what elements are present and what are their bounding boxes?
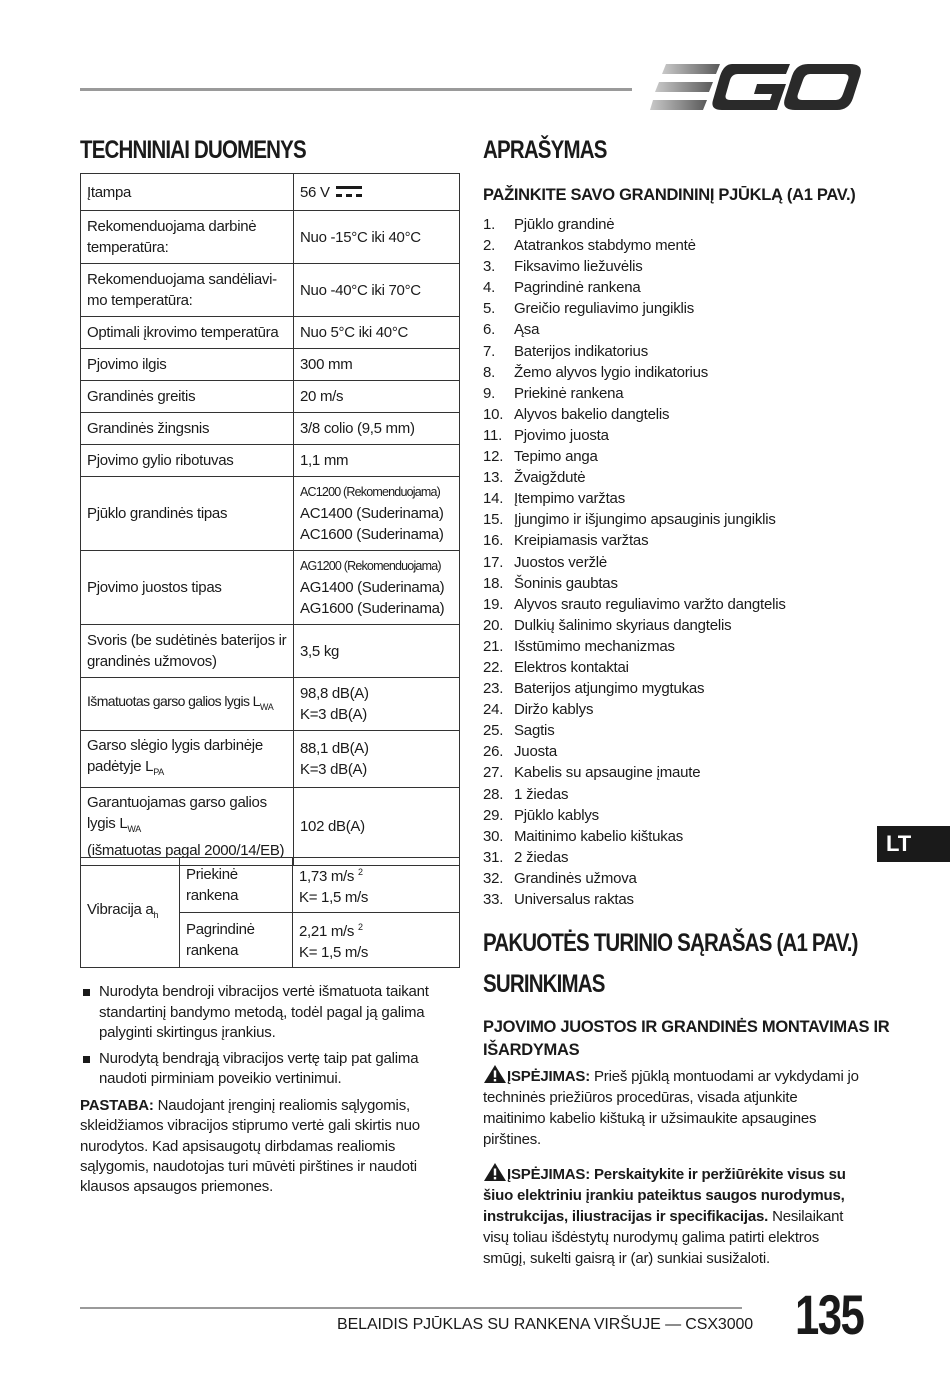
- list-item: [483, 341, 883, 362]
- list-item-number: 25.: [483, 722, 504, 740]
- list-item-label: Elektros kontaktai: [514, 658, 629, 676]
- list-item-number: 22.: [483, 658, 504, 676]
- list-item-label: Alyvos bakelio dangtelis: [514, 405, 670, 423]
- list-item: [483, 615, 883, 636]
- list-item: [483, 509, 883, 530]
- table-row: Svoris (be sudėtinės baterijos ir grandinės užmovos) 3,5 kg: [81, 625, 460, 678]
- list-item-label: Išstūmimo mechanizmas: [514, 637, 675, 655]
- list-item-label: Pjovimo juosta: [514, 426, 609, 444]
- assembly-subheading: PJOVIMO JUOSTOS IR GRANDINĖS MONTAVIMAS IR IŠARDYMAS: [483, 1018, 890, 1059]
- warning-paragraph-2: ĮSPĖJIMAS: Perskaitykite ir peržiūrėkite visus su šiuo elektriniu įrankiu pateiktus saugos nurodymus, instrukcijas, iliustracijas ir specifikacijas. Nesilaikant visų toliau išdėstytų nurodymų galima patirti elektros smūgį, sukelti gaisrą ir (ar) sunkiai susižaloti.: [483, 1162, 863, 1269]
- list-item-number: 17.: [483, 553, 504, 571]
- list-item-number: 26.: [483, 743, 504, 761]
- assembly-heading: SURINKIMAS: [483, 970, 605, 998]
- list-item-label: Pjūklo grandinė: [514, 216, 615, 233]
- list-item-label: Kreipiamasis varžtas: [514, 532, 649, 550]
- list-item-label: Tepimo anga: [514, 448, 598, 466]
- list-item-number: 15.: [483, 511, 504, 529]
- footer-rule: [80, 1307, 742, 1309]
- list-item-number: 24.: [483, 701, 504, 719]
- list-item-number: 14.: [483, 490, 504, 508]
- list-item: [483, 256, 883, 277]
- table-row: Vibracija $a_h$ Priekinė rankena 1,73 m/s $^2$ K= 1,5 m/s: [81, 858, 460, 913]
- table-row: Įtampa 56 V: [81, 174, 460, 211]
- list-item: [483, 805, 883, 826]
- list-item-number: 13.: [483, 469, 504, 487]
- list-item: [483, 657, 883, 678]
- parts-list: [483, 214, 883, 910]
- list-item: [483, 573, 883, 594]
- list-item: [483, 467, 883, 488]
- list-item-label: Šoninis gaubtas: [514, 574, 618, 592]
- list-item-number: 30.: [483, 827, 504, 845]
- table-row: Grandinės žingsnis 3/8 colio (9,5 mm): [81, 413, 460, 445]
- list-item-number: 29.: [483, 806, 504, 824]
- list-item-label: Įjungimo ir išjungimo apsauginis jungiklis: [514, 511, 776, 529]
- list-item-number: 18.: [483, 574, 504, 592]
- list-item: [483, 720, 883, 741]
- list-item-number: 7.: [483, 342, 496, 360]
- list-item: [483, 826, 883, 847]
- list-item-number: 3.: [483, 258, 496, 276]
- list-item-label: Greičio reguliavimo jungiklis: [514, 300, 695, 318]
- table-row: Garantuojamas garso galios lygis $L_{WA}$ (išmatuotas pagal 2000/14/EB) 102 dB(A): [81, 788, 460, 866]
- list-item-label: Baterijos indikatorius: [514, 342, 648, 360]
- list-item: [483, 319, 883, 340]
- list-item-label: Baterijos atjungimo mygtukas: [514, 680, 705, 698]
- table-row: Garso slėgio lygis darbinėje padėtyje $L_{PA}$ 88,1 dB(A) K=3 dB(A): [81, 731, 460, 788]
- list-item-label: Sagtis: [514, 722, 555, 740]
- list-item-number: 20.: [483, 616, 504, 634]
- list-item-label: Diržo kablys: [514, 701, 594, 719]
- list-item-number: 11.: [483, 426, 503, 444]
- list-item-label: Atatrankos stabdymo mentė: [514, 237, 696, 255]
- list-item-label: Alyvos srauto reguliavimo varžto dangtelis: [514, 595, 786, 613]
- list-item-label: Dulkių šalinimo skyriaus dangtelis: [514, 616, 732, 634]
- list-item-number: 31.: [483, 848, 504, 866]
- list-item-label: Pjūklo kablys: [514, 806, 599, 824]
- list-item-number: 5.: [483, 300, 496, 318]
- list-item-label: Juostos veržlė: [514, 553, 608, 571]
- list-item-label: Žemo alyvos lygio indikatorius: [514, 363, 709, 381]
- description-heading: APRAŠYMAS: [483, 136, 607, 164]
- list-item-label: 1 žiedas: [514, 785, 569, 803]
- list-item: [483, 362, 883, 383]
- language-tab: LT: [877, 826, 950, 862]
- list-item-number: 8.: [483, 363, 496, 381]
- table-row: Pagrindinė rankena 2,21 m/s $^2$ K= 1,5 m/s: [81, 913, 460, 968]
- list-item-number: 10.: [483, 405, 504, 423]
- list-item-label: Kabelis su apsaugine įmaute: [514, 764, 701, 782]
- dc-voltage-icon: [336, 185, 362, 199]
- specs-heading: TECHNINIAI DUOMENYS: [80, 136, 306, 164]
- list-item-label: 2 žiedas: [514, 848, 569, 866]
- list-item: [483, 762, 883, 783]
- packing-heading: PAKUOTĖS TURINIO SĄRAŠAS (A1 PAV.): [483, 929, 858, 957]
- list-item-label: Juosta: [514, 743, 557, 761]
- list-item-label: Fiksavimo liežuvėlis: [514, 258, 643, 276]
- list-item-label: Grandinės užmova: [514, 869, 637, 887]
- list-item-label: Priekinė rankena: [514, 384, 624, 402]
- list-item-number: 23.: [483, 680, 504, 698]
- vibration-table: [80, 857, 460, 968]
- list-item: [483, 594, 883, 615]
- note-paragraph: PASTABA: Naudojant įrenginį realiomis sąlygomis, skleidžiamos vibracijos stiprumo vertė gali skirtis nuo nurodytos. Kad apsisaugotų dirbdamas realiomis sąlygomis, naudotojas turi mūvėti pirštines ir naudoti klausos apsaugos priemones.: [80, 1097, 420, 1196]
- list-item: [483, 214, 883, 235]
- list-item-number: 33.: [483, 891, 504, 908]
- list-item-label: Įtempimo varžtas: [514, 490, 625, 508]
- list-item: [483, 847, 883, 868]
- list-item: [483, 678, 883, 699]
- list-item: [483, 404, 883, 425]
- list-item: [483, 552, 883, 573]
- list-item-number: 4.: [483, 279, 496, 297]
- list-item: [483, 889, 883, 910]
- list-item-label: Universalus raktas: [514, 891, 634, 908]
- list-item-label: Maitinimo kabelio kištukas: [514, 827, 684, 845]
- list-item-number: 9.: [483, 384, 496, 402]
- warning-icon: [483, 1162, 507, 1182]
- page-number: 135: [795, 1283, 864, 1346]
- list-item-label: Žvaigždutė: [514, 469, 586, 487]
- table-row: Pjovimo juostos tipas AG1200 (Rekomenduojama) AG1400 (Suderinama) AG1600 (Suderinama): [81, 551, 460, 625]
- list-item: Nurodytą bendrąją vibracijos vertę taip pat galima naudoti pirminiam poveikio vertinimui.: [80, 1049, 460, 1090]
- list-item: [483, 298, 883, 319]
- table-row: Išmatuotas garso galios lygis $L_{WA}$ 98,8 dB(A) K=3 dB(A): [81, 678, 460, 731]
- list-item: [483, 868, 883, 889]
- parts-subheading: PAŽINKITE SAVO GRANDININĮ PJŪKLĄ (A1 PAV.): [483, 186, 856, 204]
- list-item: [483, 530, 883, 551]
- list-item: [483, 277, 883, 298]
- list-item: [483, 446, 883, 467]
- table-row: Rekomenduojama sandėliavi-mo temperatūra: Nuo -40°C iki 70°C: [81, 264, 460, 317]
- table-row: Rekomenduojama darbinė temperatūra: Nuo -15°C iki 40°C: [81, 211, 460, 264]
- list-item: [483, 741, 883, 762]
- list-item: [483, 383, 883, 404]
- list-item-number: 1.: [483, 216, 496, 233]
- list-item-number: 32.: [483, 869, 504, 887]
- list-item: [483, 699, 883, 720]
- list-item-number: 6.: [483, 321, 496, 339]
- table-row: Pjūklo grandinės tipas AC1200 (Rekomenduojama) AC1400 (Suderinama) AC1600 (Suderinama): [81, 477, 460, 551]
- table-row: Optimali įkrovimo temperatūra Nuo 5°C iki 40°C: [81, 317, 460, 349]
- table-row: Pjovimo ilgis 300 mm: [81, 349, 460, 381]
- warning-icon: [483, 1064, 507, 1084]
- list-item: [483, 235, 883, 256]
- list-item-number: 2.: [483, 237, 496, 255]
- list-item: [483, 425, 883, 446]
- footer-title: BELAIDIS PJŪKLAS SU RANKENA VIRŠUJE — CSX3000: [337, 1316, 754, 1333]
- specs-table: [80, 173, 460, 866]
- bullet-square-icon: [83, 989, 90, 996]
- list-item-number: 19.: [483, 595, 504, 613]
- vibration-notes: [80, 982, 460, 1095]
- list-item: [483, 488, 883, 509]
- list-item: [483, 636, 883, 657]
- list-item: Nurodyta bendroji vibracijos vertė išmatuota taikant standartinį bandymo metodą, todėl pagal ją galima palyginti skirtingus įrankius.: [80, 982, 460, 1044]
- list-item-number: 27.: [483, 764, 504, 782]
- table-row: Pjovimo gylio ribotuvas 1,1 mm: [81, 445, 460, 477]
- header-rule: [80, 88, 632, 91]
- table-row: Grandinės greitis 20 m/s: [81, 381, 460, 413]
- list-item-number: 21.: [483, 637, 504, 655]
- bullet-square-icon: [83, 1056, 90, 1063]
- list-item-label: Ąsa: [514, 321, 540, 339]
- list-item-number: 16.: [483, 532, 504, 550]
- list-item-number: 12.: [483, 448, 504, 466]
- list-item: [483, 784, 883, 805]
- list-item-number: 28.: [483, 785, 504, 803]
- list-item-label: Pagrindinė rankena: [514, 279, 641, 297]
- warning-paragraph-1: ĮSPĖJIMAS: Prieš pjūklą montuodami ar vykdydami jo techninės priežiūros procedūras, visada atjunkite maitinimo kabelio kištuką ir užsimaukite apsaugines pirštines.: [483, 1064, 863, 1150]
- ego-logo: [650, 62, 862, 114]
